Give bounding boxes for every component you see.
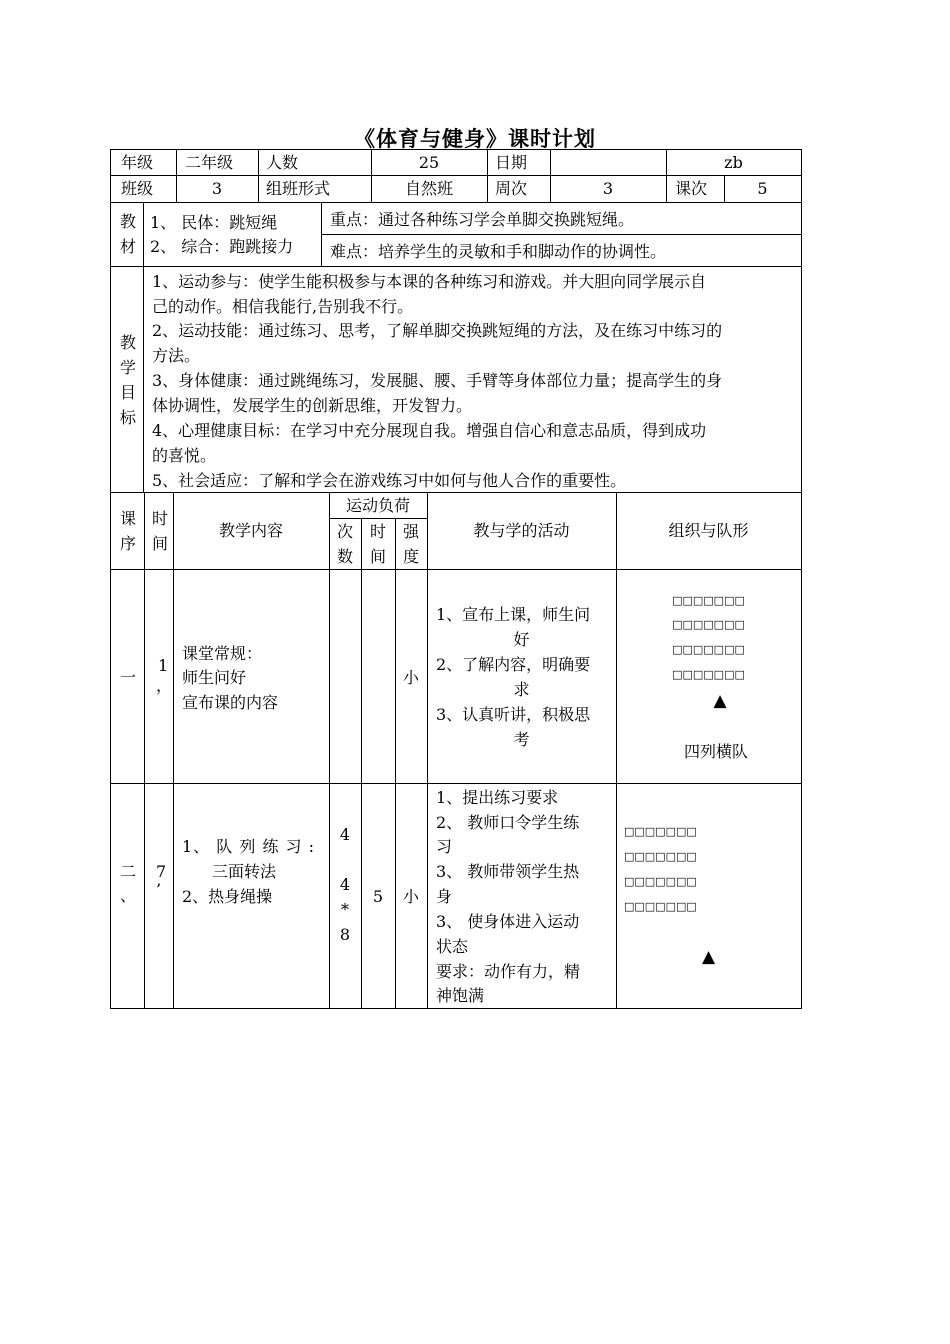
col-load-intensity: 度 <box>402 547 419 566</box>
col-load-count: 数 <box>336 547 353 566</box>
row1-activity: 2、了解内容，明确要 <box>436 655 591 674</box>
material-label-1: 教 <box>120 212 137 231</box>
row2-duration: 5 <box>372 887 384 906</box>
week-label: 周次 <box>495 179 528 198</box>
row2-activity: 要求：动作有力，精 <box>436 962 581 981</box>
row2-count: 4 <box>339 825 351 844</box>
row2-content: 1、 队 列 练 习 : <box>182 837 316 856</box>
row2-activity: 1、提出练习要求 <box>436 788 559 807</box>
teacher-triangle-icon: ▲ <box>701 947 716 967</box>
lesson-value: 5 <box>757 179 768 198</box>
row1-activity: 考 <box>513 730 530 749</box>
row1-content: 课堂常规： <box>182 644 263 663</box>
material-section <box>110 202 802 267</box>
row1-content: 师生问好 <box>182 668 247 687</box>
row2-time: ’ <box>156 880 162 899</box>
count-value: 25 <box>418 153 440 172</box>
row2-activity: 3、 教师带领学生热 <box>436 862 580 881</box>
goal-line: 5、社会适应：了解和学会在游戏练习中如何与他人合作的重要性。 <box>152 471 627 490</box>
row2-count: 4 <box>339 875 351 894</box>
col-load-time: 间 <box>369 547 386 566</box>
grade-value: 二年级 <box>185 153 234 172</box>
goals-label-2: 学 <box>120 358 137 377</box>
goal-line: 4、心理健康目标：在学习中充分展现自我。增强自信心和意志品质，得到成功 <box>152 421 707 440</box>
row1-time: ， <box>156 676 173 695</box>
goal-line: 己的动作。相信我能行,告别我不行。 <box>152 297 414 316</box>
row2-activity: 习 <box>436 837 453 856</box>
goals-section <box>110 266 802 493</box>
row1-time: 1 <box>158 656 169 675</box>
material-label-2: 材 <box>120 237 137 256</box>
goal-line: 2、运动技能：通过练习、思考，了解单脚交换跳短绳的方法，及在练习中练习的 <box>152 321 723 340</box>
material-item-1: 1、 民体：跳短绳 <box>150 213 278 232</box>
row1-formation-line: □□□□□□□ <box>672 618 745 631</box>
class-value: 3 <box>211 179 223 198</box>
row2-activity: 状态 <box>436 937 469 956</box>
col-order: 课 <box>120 509 137 528</box>
goal-line: 1、运动参与：使学生能积极参与本课的各种练习和游戏。并大胆向同学展示自 <box>152 272 707 291</box>
col-load-intensity: 强 <box>402 522 419 541</box>
goal-line: 3、身体健康：通过跳绳练习，发展腿、腰、手臂等身体部位力量；提高学生的身 <box>152 371 723 390</box>
col-time: 时 <box>152 509 169 528</box>
row1-intensity: 小 <box>402 668 419 687</box>
header-table <box>110 149 802 203</box>
row1-formation-line: □□□□□□□ <box>672 643 745 656</box>
row1-formation-line: □□□□□□□ <box>672 594 745 607</box>
row2-order: 二 <box>120 862 137 881</box>
col-load-time: 时 <box>369 522 386 541</box>
row2-content: 2、热身绳操 <box>182 887 273 906</box>
row1-activity: 3、认真听讲，积极思 <box>436 705 591 724</box>
row2-formation-line: □□□□□□□ <box>624 825 697 838</box>
page-title: 《体育与健身》课时计划 <box>354 126 596 151</box>
goal-line: 体协调性，发展学生的创新思维，开发智力。 <box>152 396 473 415</box>
form-label: 组班形式 <box>266 179 331 198</box>
col-activity: 教与学的活动 <box>473 521 570 540</box>
col-formation: 组织与队形 <box>668 521 749 540</box>
goals-label-3: 目 <box>120 383 137 402</box>
key-point: 重点：通过各种练习学会单脚交换跳短绳。 <box>330 210 635 229</box>
schedule-table <box>110 492 802 1009</box>
row2-formation-line: □□□□□□□ <box>624 900 697 913</box>
row2-count: * <box>341 900 349 919</box>
row2-formation-line: □□□□□□□ <box>624 875 697 888</box>
col-load: 运动负荷 <box>345 496 410 515</box>
difficulty-point: 难点：培养学生的灵敏和手和脚动作的协调性。 <box>330 242 667 261</box>
row1-content: 宣布课的内容 <box>182 693 279 712</box>
count-label: 人数 <box>266 153 299 172</box>
grade-label: 年级 <box>121 153 154 172</box>
material-item-2: 2、 综合：跑跳接力 <box>150 237 294 256</box>
week-value: 3 <box>602 179 614 198</box>
lesson-label: 课次 <box>675 179 708 198</box>
row2-time: 7 <box>156 862 167 881</box>
row2-formation-line: □□□□□□□ <box>624 850 697 863</box>
row1-order: 一 <box>120 668 137 687</box>
goal-line: 的喜悦。 <box>152 446 217 465</box>
row2-count: 8 <box>339 925 351 944</box>
row2-activity: 2、 教师口令学生练 <box>436 813 580 832</box>
date-label: 日期 <box>495 153 528 172</box>
col-time: 间 <box>152 534 169 553</box>
row1-activity: 求 <box>513 680 530 699</box>
col-order: 序 <box>120 534 137 553</box>
row1-activity: 好 <box>513 630 530 649</box>
class-label: 班级 <box>121 179 154 198</box>
goals-label-1: 教 <box>120 333 137 352</box>
row1-formation-line: □□□□□□□ <box>672 668 745 681</box>
goals-label-4: 标 <box>120 408 137 427</box>
row2-intensity: 小 <box>402 887 419 906</box>
row1-activity: 1、宣布上课，师生问 <box>436 605 591 624</box>
teacher-triangle-icon: ▲ <box>713 691 727 711</box>
row2-order: 、 <box>120 886 137 905</box>
row2-activity: 神饱满 <box>436 986 485 1005</box>
row2-content: 三面转法 <box>212 862 277 881</box>
zb-value: zb <box>724 153 743 172</box>
form-value: 自然班 <box>404 179 453 198</box>
row2-activity: 3、 使身体进入运动 <box>436 912 580 931</box>
row2-activity: 身 <box>436 887 453 906</box>
goal-line: 方法。 <box>152 346 201 365</box>
row1-formation-label: 四列横队 <box>683 742 748 761</box>
col-content: 教学内容 <box>218 521 283 540</box>
col-load-count: 次 <box>336 522 353 541</box>
